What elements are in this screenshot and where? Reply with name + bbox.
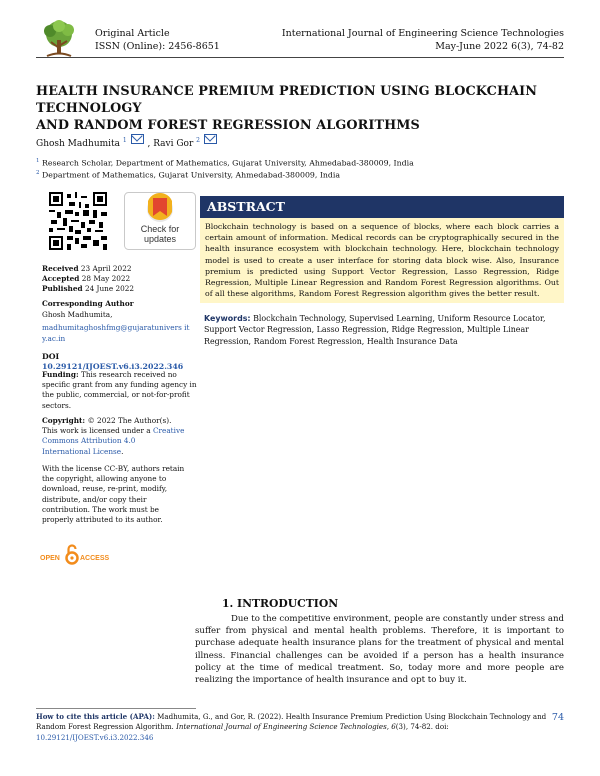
author-1-sup: 1 [122,137,127,144]
corresponding-author-label: Corresponding Author [42,299,134,308]
abstract-heading: ABSTRACT [200,196,564,218]
license-end: . [121,446,124,456]
corresponding-author-block [42,299,202,344]
open-access-icon [40,544,112,566]
email-line-1[interactable]: madhumitaghoshfmg@gujaratunivers it [42,323,190,333]
published-date: 24 June 2022 [84,284,135,294]
license-link[interactable]: Creative [152,426,185,436]
header-right [282,28,564,53]
introduction-paragraph: Due to the competitive environment, people are constantly under stress and suffer from physical and mental health problems. Therefore, it is important to purchase adequate health insurance plans for the treatment of physical and mental illness. Financial challenges can be avoided if a person has a health insurance policy at the time of medical treatment. So, today more and more people are realizing the importance of health insurance and opt to buy it. [195,614,564,686]
paper-title [36,83,566,134]
accepted-date: 28 May 2022 [81,274,131,284]
copyright-label: Copyright: [42,416,86,425]
author-2-sup: 2 [196,137,200,144]
dates-block [42,264,202,295]
article-type: Original Article [95,28,170,39]
badge-line-2: updates [143,234,177,244]
journal-logo-tree-icon [37,18,81,62]
check-for-updates-badge[interactable] [124,192,196,250]
open-access-word-2: ACCESS [80,555,110,562]
citation-footer [36,712,556,743]
header-divider [36,57,564,58]
license-link-line-3[interactable]: International License [42,446,122,456]
email-line-2[interactable]: y.ac.in [42,333,66,343]
affiliation-2-sup: 2 [36,170,40,176]
affiliation-2-text: Department of Mathematics, Gujarat University, Ahmedabad-380009, India [41,170,341,180]
cc-line: With the license CC-BY, authors retain [42,464,185,473]
doi-label: DOI [42,352,60,361]
author-separator: , [144,139,154,149]
open-access-word-1: OPEN [40,555,60,562]
citation-doi-link[interactable]: 10.29121/IJOEST.v6.i3.2022.346 [36,732,154,742]
footer-divider [36,708,196,709]
funding-line: This research received no [80,370,177,379]
affiliation-2 [36,170,340,180]
page-number: 74 [551,712,564,723]
citation-text: Madhumita, G., and Gor, R. (2022). Health Insurance Premium Prediction Using Blockchain Technology and Random Forest Regression Algorithm. [36,712,547,732]
citation-label: How to cite this article (APA): [36,712,155,721]
license-intro: This work is licensed under a [42,426,151,436]
cc-by-block [42,464,202,525]
funding-line: specific grant from any funding agency in [42,380,197,390]
title-line-2: AND RANDOM FOREST REGRESSION ALGORITHMS [36,118,420,133]
issn: ISSN (Online): 2456-8651 [95,40,220,52]
email-icon[interactable] [131,134,144,144]
cc-line: properly attributed to its author. [42,515,163,525]
section-title-introduction: 1. INTRODUCTION [222,597,339,610]
copyright-text: © 2022 The Author(s). [87,416,172,425]
introduction-body [195,613,564,686]
author-2: Ravi Gor [153,139,194,149]
keywords-label: Keywords: [204,314,251,323]
cc-line: download, reuse, re-print, modify, [42,484,168,494]
affiliation-1-text: Research Scholar, Department of Mathematics, Gujarat University, Ahmedabad-380009, India [41,158,414,168]
doi-link[interactable]: 10.29121/IJOEST.v6.i3.2022.346 [42,362,184,372]
corresponding-author-email[interactable] [42,323,202,343]
received-date: 23 April 2022 [80,264,132,273]
cc-line: contribution. The work must be [42,504,159,514]
accepted-label: Accepted [42,274,80,284]
affiliation-1 [36,158,414,168]
badge-line-1: Check for [140,224,180,234]
corresponding-author-name: Ghosh Madhumita, [42,310,113,320]
funding-label: Funding: [42,370,79,379]
funding-block [42,370,202,411]
title-line-1: HEALTH INSURANCE PREMIUM PREDICTION USING BLOCKCHAIN TECHNOLOGY [36,84,538,116]
author-1: Ghosh Madhumita [36,139,121,149]
qr-code[interactable] [49,192,107,250]
email-icon[interactable] [204,134,217,144]
keywords [204,313,564,347]
keywords-text: Blockchain Technology, Supervised Learning, Uniform Resource Locator, Support Vector Regression, Lasso Regression, Ridge Regression, Multiple Linear Regression, Random Forest Regression, Health Insurance Data [204,314,546,346]
issue-info: May-June 2022 6(3), 74-82 [435,40,564,52]
copyright-block [42,416,202,457]
license-link-line-2[interactable]: Commons Attribution 4.0 [42,436,136,446]
citation-journal: International Journal of Engineering Science Technologies, 6 [176,722,396,732]
affiliation-1-sup: 1 [36,158,40,164]
authors [36,134,218,149]
header-left [95,28,220,53]
citation-tail: (3), 74-82. doi: [395,722,449,732]
abstract-body: Blockchain technology is based on a sequence of blocks, where each block carries a certain amount of information. Medical records can be cryptographically secured in the health insurance ecosystem with blockchain technology. Here, blockchain technology model is used to create a user interface for storing data block wise. Also, Insurance premium is predicted using Support Vector Regression, Lasso Regression, Ridge Regression, Multiple Linear Regression and Random Forest Regression algorithms. Out of all these algorithms, Random Forest Regression algorithm gives the better result. [200,218,564,303]
funding-line: the public, commercial, or not-for-profit [42,390,190,400]
published-label: Published [42,284,83,294]
cc-line: distribute, and/or copy their [42,494,147,504]
received-label: Received [42,264,79,273]
cc-line: the copyright, allowing anyone to [42,474,167,484]
funding-line: sectors. [42,400,72,410]
journal-name: International Journal of Engineering Science Technologies [281,28,564,39]
